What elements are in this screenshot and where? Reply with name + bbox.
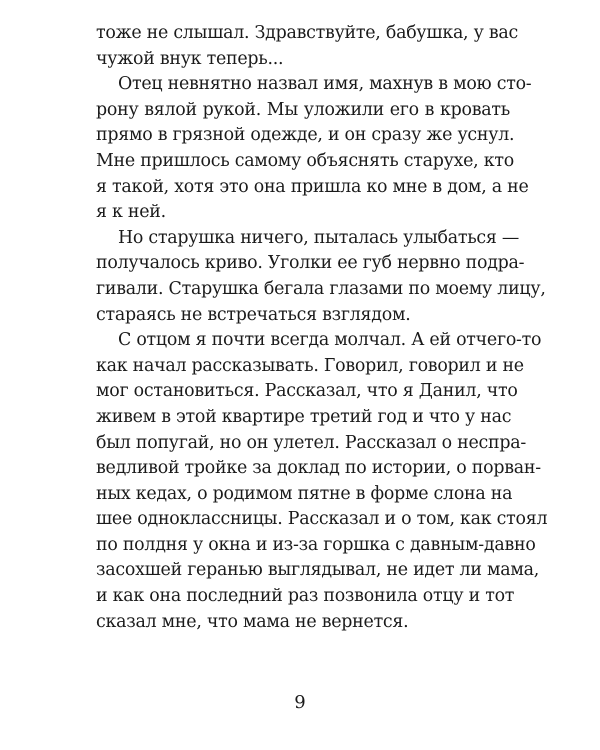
text-line: и как она последний раз позвонила отцу и тот (96, 586, 515, 607)
text-line: я такой, хотя это она пришла ко мне в дом, а не (96, 176, 529, 197)
text-line: как начал рассказывать. Говорил, говорил и не (96, 355, 524, 376)
paragraph-3 (96, 226, 546, 328)
text-line: прямо в грязной одежде, и он сразу же уснул. (96, 125, 515, 146)
text-line: С отцом я почти всегда молчал. А ей отчего-то (118, 330, 542, 351)
text-line: мог остановиться. Рассказал, что я Данил, что (96, 381, 518, 402)
paragraph-4 (96, 328, 548, 635)
text-line: чужой внук теперь... (96, 48, 284, 69)
text-line: стараясь не встречаться взглядом. (96, 304, 411, 325)
text-line: ведливой тройке за доклад по истории, о порван- (96, 458, 541, 479)
text-line: ных кедах, о родимом пятне в форме слона на (96, 483, 513, 504)
text-line: Отец невнятно назвал имя, махнув в мою сто- (118, 74, 532, 95)
text-line: рону вялой рукой. Мы уложили его в кровать (96, 99, 510, 120)
text-line: сказал мне, что мама не вернется. (96, 611, 409, 632)
text-line: Но старушка ничего, пыталась улыбаться — (118, 227, 520, 248)
text-line: был попугай, но он улетел. Рассказал о неспра- (96, 432, 526, 453)
paragraph-1 (96, 21, 519, 72)
text-line: я к ней. (96, 202, 166, 223)
page-number: 9 (294, 692, 306, 713)
text-line: засохшей геранью выглядывал, не идет ли мама, (96, 560, 540, 581)
paragraph-2 (96, 72, 532, 226)
text-line: шее одноклассницы. Рассказал и о том, как стоял (96, 509, 548, 530)
text-line: получалось криво. Уголки ее губ нервно подра- (96, 253, 525, 274)
body-text (96, 21, 548, 635)
text-line: живем в этой квартире третий год и что у нас (96, 406, 512, 427)
text-line: по полдня у окна и из-за горшка с давным-давно (96, 534, 536, 555)
text-line: тоже не слышал. Здравствуйте, бабушка, у вас (96, 23, 519, 43)
text-line: гивали. Старушка бегала глазами по моему лицу, (96, 278, 546, 299)
text-line: Мне пришлось самому объяснять старухе, кто (96, 150, 514, 171)
